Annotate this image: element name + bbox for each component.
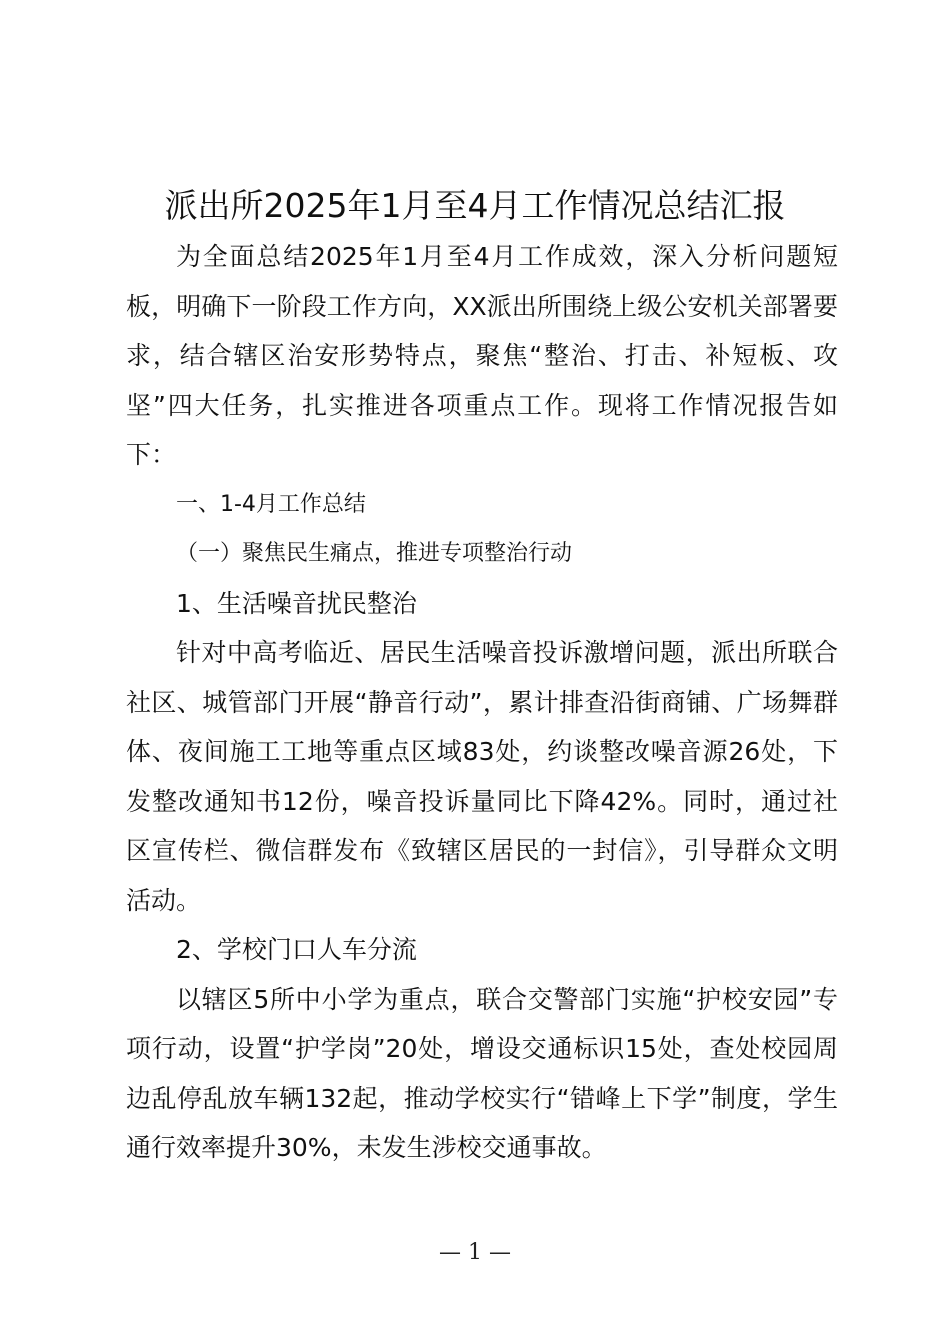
item-heading-2: 2、学校门口人车分流 bbox=[176, 935, 417, 964]
section-heading-1: 一、1-4月工作总结 bbox=[176, 491, 366, 517]
subsection-heading-1: （一）聚焦民生痛点，推进专项整治行动 bbox=[176, 541, 573, 566]
document-body bbox=[126, 232, 838, 1173]
intro-paragraph: 为全面总结2025年1月至4月工作成效，深入分析问题短板，明确下一阶段工作方向，XX派出所围绕上级公安机关部署要求，结合辖区治安形势特点，聚焦“整治、打击、补短板、攻坚”四大任务，扎实推进各项重点工作。现将工作情况报告如下： bbox=[126, 242, 838, 469]
item-heading-1: 1、生活噪音扰民整治 bbox=[176, 588, 417, 618]
item-paragraph-2: 以辖区5所中小学为重点，联合交警部门实施“护校安园”专项行动，设置“护学岗”20处，增设交通标识15处，查处校园周边乱停乱放车辆132起，推动学校实行“错峰上下学”制度，学生通行效率提升30%，未发生涉校交通事故。 bbox=[126, 984, 838, 1162]
page-number: — 1 — bbox=[439, 1240, 511, 1265]
document-title: 派出所2025年1月至4月工作情况总结汇报 bbox=[164, 186, 786, 225]
item-paragraph-1: 针对中高考临近、居民生活噪音投诉激增问题，派出所联合社区、城管部门开展“静音行动”，累计排查沿街商铺、广场舞群体、夜间施工工地等重点区域83处，约谈整改噪音源26处，下发整改通知书12份，噪音投诉量同比下降42%。同时，通过社区宣传栏、微信群发布《致辖区居民的一封信》，引导群众文明活动。 bbox=[126, 638, 838, 915]
